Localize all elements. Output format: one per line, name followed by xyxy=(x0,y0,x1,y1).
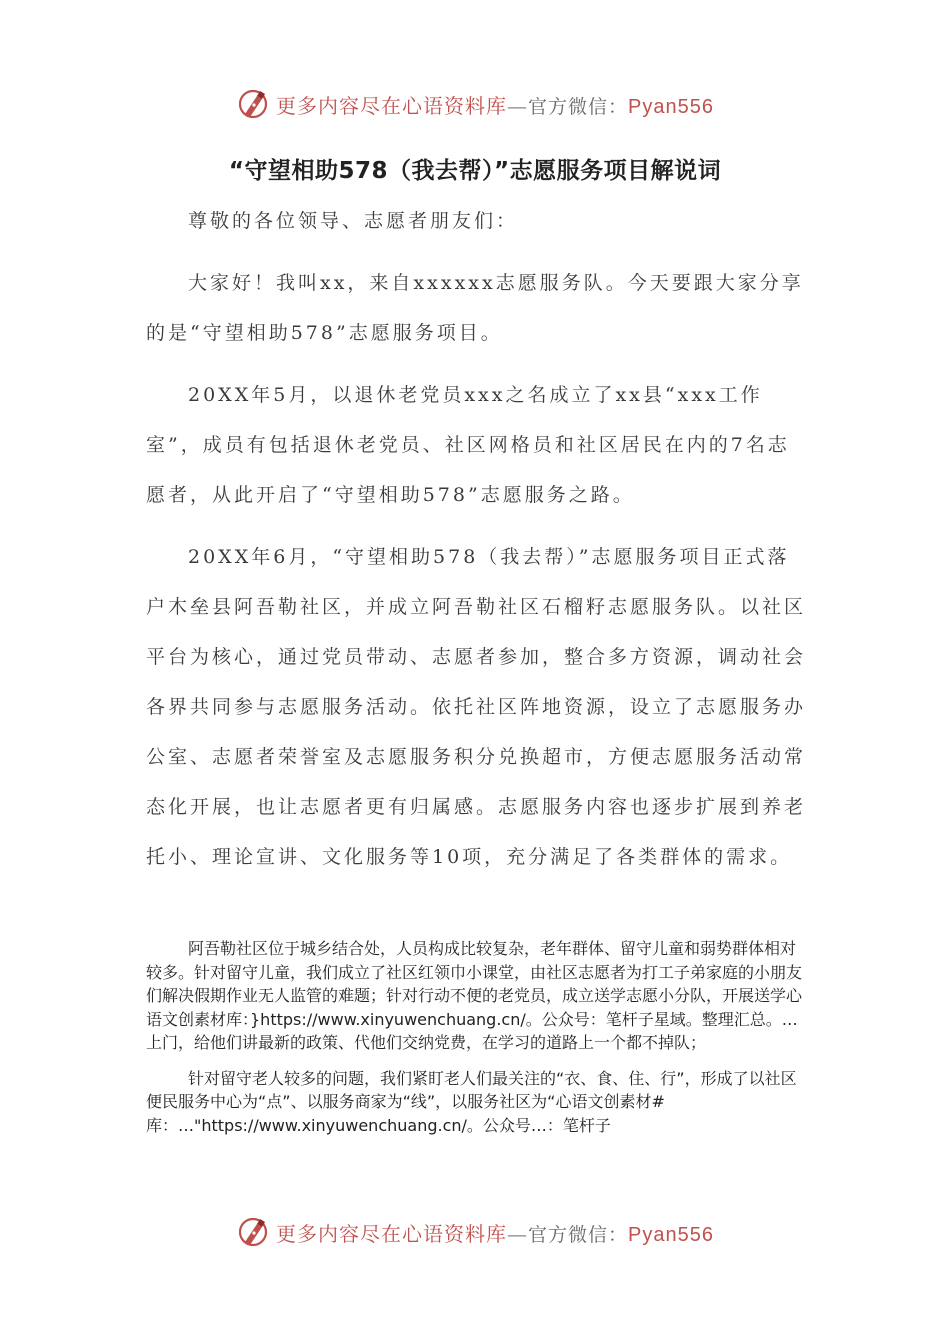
banner-sub-text: 官方微信： xyxy=(528,1223,629,1246)
paragraph-community: 阿吾勒社区位于城乡结合处，人员构成比较复杂，老年群体、留守儿童和弱势群体相对较多。针对留守儿童，我们成立了社区红领巾小课堂，由社区志愿者为打工子弟家庭的小朋友们解决假期作业无人监管的难题；针对行动不便的老党员，成立送学志愿小分队，开展送学心语文创素材库：}https://www.xinyuwenchuang.cn/。公众号：笔杆子星域。整理汇总。…上门，给他们讲最新的政策、代他们交纳党费，在学习的道路上一个都不掉队； xyxy=(146,939,803,1052)
footer-watermark-banner xyxy=(0,1210,950,1254)
pen-nib-logo-icon xyxy=(236,1215,270,1249)
banner-sub-text: 官方微信： xyxy=(528,95,629,118)
pen-nib-logo-icon xyxy=(236,87,270,121)
paragraph-founding: 20XX年5月，以退休老党员xxx之名成立了xx县“xxx工作室”，成员有包括退休老党员、社区网格员和社区居民在内的7名志愿者，从此开启了“守望相助578”志愿服务之路。 xyxy=(146,384,790,506)
paragraph-project: 20XX年6月，“守望相助578（我去帮）”志愿服务项目正式落户木垒县阿吾勒社区，并成立阿吾勒社区石榴籽志愿服务队。以社区平台为核心，通过党员带动、志愿者参加，整合多方资源，调动社会各界共同参与志愿服务活动。依托社区阵地资源，设立了志愿服务办公室、志愿者荣誉室及志愿服务积分兑换超市，方便志愿服务活动常态化开展，也让志愿者更有归属感。志愿服务内容也逐步扩展到养老托小、理论宣讲、文化服务等10项，充分满足了各类群体的需求。 xyxy=(146,546,807,868)
banner-text xyxy=(276,1218,714,1247)
banner-main-text: 更多内容尽在心语资料库 xyxy=(276,93,507,118)
banner-dash: — xyxy=(507,93,528,118)
banner-main-text: 更多内容尽在心语资料库 xyxy=(276,1221,507,1246)
paragraph-elderly: 针对留守老人较多的问题，我们紧盯老人们最关注的“衣、食、住、行”，形成了以社区便民服务中心为“点”、以服务商家为“线”，以服务社区为“心语文创素材#库：…"https://www.xinyuwenchuang.cn/。公众号…：笔杆子 xyxy=(146,1068,797,1135)
document-body-main xyxy=(146,196,806,894)
banner-wechat-id: Pyan556 xyxy=(628,95,714,118)
document-title: “守望相助578（我去帮）”志愿服务项目解说词 xyxy=(228,158,722,184)
paragraph-intro: 大家好！我叫xx，来自xxxxxx志愿服务队。今天要跟大家分享的是“守望相助578”志愿服务项目。 xyxy=(146,272,804,344)
header-watermark-banner xyxy=(0,82,950,126)
paragraph-greeting: 尊敬的各位领导、志愿者朋友们： xyxy=(188,210,519,232)
banner-text xyxy=(276,90,714,119)
banner-wechat-id: Pyan556 xyxy=(628,1223,714,1246)
banner-dash: — xyxy=(507,1221,528,1246)
document-body-compact xyxy=(146,937,810,1149)
